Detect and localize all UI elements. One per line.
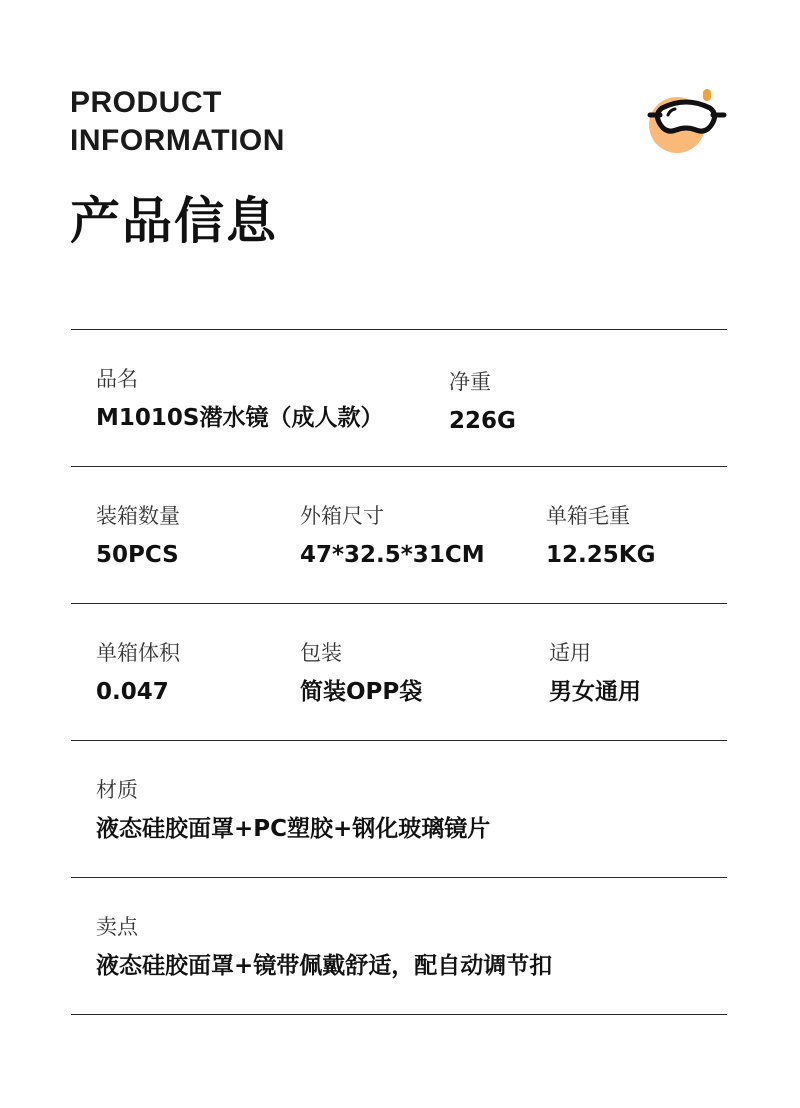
spec-item-material — [96, 776, 490, 844]
spec-item-carton-quantity — [96, 502, 180, 570]
spec-label: 材质 — [96, 778, 138, 802]
english-title-line-1: PRODUCT — [70, 86, 222, 119]
spec-label: 卖点 — [96, 915, 138, 939]
spec-value: 液态硅胶面罩+PC塑胶+钢化玻璃镜片 — [96, 816, 491, 842]
spec-value: 0.047 — [96, 679, 169, 705]
spec-value: 简装OPP袋 — [300, 679, 423, 705]
spec-label: 单箱体积 — [96, 641, 180, 665]
spec-label: 单箱毛重 — [546, 504, 630, 528]
goggles-icon-frame — [657, 102, 714, 131]
spec-row-material — [71, 740, 727, 877]
spec-value: 12.25KG — [546, 542, 656, 568]
spec-table — [71, 329, 727, 1015]
spec-row-name-weight — [71, 329, 727, 466]
spec-label: 适用 — [549, 641, 591, 665]
spec-label: 净重 — [449, 370, 491, 394]
spec-item-gross-weight — [546, 502, 655, 570]
page-title: 产品信息 — [70, 192, 278, 250]
spec-label: 包装 — [300, 641, 342, 665]
spec-value: 226G — [449, 408, 516, 434]
english-title-line-2: INFORMATION — [70, 124, 285, 157]
spec-item-carton-size — [300, 502, 485, 570]
spec-item-product-name — [96, 365, 383, 433]
spec-value: 50PCS — [96, 542, 179, 568]
spec-value: M1010S潜水镜（成人款） — [96, 405, 384, 431]
english-title — [70, 84, 285, 160]
spec-label: 品名 — [96, 367, 138, 391]
spec-value: 47*32.5*31CM — [300, 542, 485, 568]
spec-item-packaging — [300, 639, 422, 707]
spec-item-selling-point — [96, 913, 552, 981]
spec-row-volume-package — [71, 603, 727, 740]
spec-item-carton-volume — [96, 639, 180, 707]
spec-item-suitable-for — [549, 639, 641, 707]
spec-label: 外箱尺寸 — [300, 504, 384, 528]
spec-row-selling-point — [71, 877, 727, 1015]
spec-label: 装箱数量 — [96, 504, 180, 528]
spec-item-net-weight — [449, 368, 516, 436]
goggles-icon — [640, 86, 732, 158]
spec-row-carton — [71, 466, 727, 603]
spec-value: 男女通用 — [549, 679, 641, 705]
spec-value: 液态硅胶面罩+镜带佩戴舒适，配自动调节扣 — [96, 953, 553, 979]
goggles-icon-strap-tab — [703, 89, 711, 101]
